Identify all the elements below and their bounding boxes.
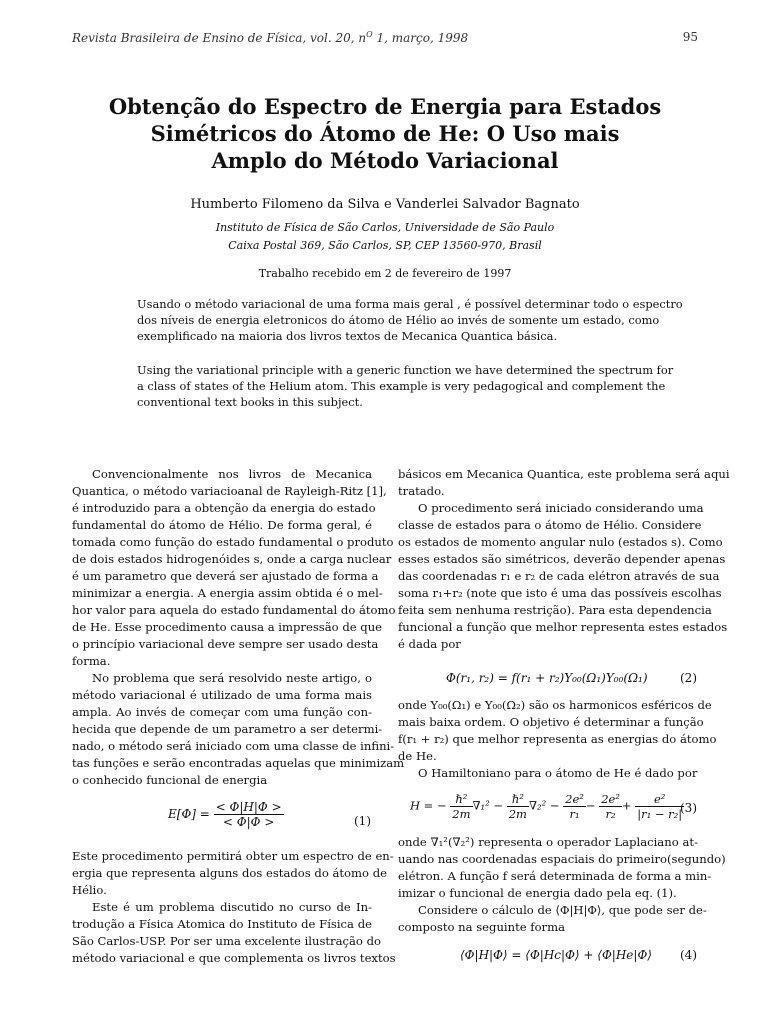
title-line: Simétricos do Átomo de He: O Uso mais bbox=[150, 121, 620, 146]
text-line: onde Y₀₀(Ω₁) e Y₀₀(Ω₂) são os harmonicos esféricos de bbox=[398, 698, 712, 712]
text-line: soma r₁+r₂ (note que isto é uma das possíveis escolhas bbox=[398, 586, 722, 600]
abstract-line: exemplificado na maioria dos livros textos de Mecanica Quantica básica. bbox=[137, 329, 558, 343]
authors: Humberto Filomeno da Silva e Vanderlei Salvador Bagnato bbox=[190, 197, 580, 212]
text-line: forma. bbox=[72, 654, 111, 668]
equation-3: H = − $\frac{\text{ℏ²}}{2m}$ ∇₁² − $\frac{\text{ℏ²}}{2m}$ ∇₂² − $\frac{\text{2e²}}{\text{r₁}}$ − $\frac{\text{2e²}}{\text{r₂}}$ + $\frac{\text{e²}}{\text{|r₁ − r₂|}}$ bbox=[410, 792, 683, 821]
text-line: onde ∇₁²(∇₂²) representa o operador Laplaciano at- bbox=[398, 835, 698, 849]
text-line: elétron. A função f será determinada de forma a min- bbox=[398, 869, 712, 883]
equation-number: (1) bbox=[354, 814, 371, 828]
abstract-line: conventional text books in this subject. bbox=[137, 395, 363, 409]
equation-1: E[Φ] = $\frac{< \Phi|H|\Phi >}{< \Phi|\Phi >}$ bbox=[168, 800, 282, 829]
text-line: método variacional e que complementa os livros textos bbox=[72, 951, 396, 965]
text-line: ergia que representa alguns dos estados do átomo de bbox=[72, 866, 387, 880]
text-line: tas funções e serão encontradas aquelas que minimizam bbox=[72, 756, 405, 770]
page-number: 95 bbox=[682, 30, 698, 44]
equation-number: (3) bbox=[680, 801, 697, 815]
text-line: imizar o funcional de energia dado pela eq. (1). bbox=[398, 886, 677, 900]
right-column bbox=[398, 466, 730, 653]
text-line: básicos em Mecanica Quantica, este problema será aqui bbox=[398, 467, 730, 481]
text-line: das coordenadas r₁ e r₂ de cada elétron através de sua bbox=[398, 569, 720, 583]
text-line: mais baixa ordem. O objetivo é determinar a função bbox=[398, 715, 704, 729]
affiliation-line: Instituto de Física de São Carlos, Universidade de São Paulo bbox=[215, 221, 555, 234]
text-line: de He. Esse procedimento causa a impressão de que bbox=[72, 620, 383, 634]
equation-fraction: $\frac{< \Phi|H|\Phi >}{< \Phi|\Phi >}$ bbox=[215, 800, 282, 829]
left-column-continued bbox=[72, 848, 396, 967]
text-line: Este procedimento permitirá obter um espectro de en- bbox=[72, 849, 394, 863]
equation-number: (2) bbox=[680, 671, 697, 685]
abstract-line: Usando o método variacional de uma forma mais geral , é possível determinar todo o espectro bbox=[137, 297, 683, 311]
text-line: hor valor para aquela do estado fundamental do átomo bbox=[72, 603, 396, 617]
title-line: Obtenção do Espectro de Energia para Estados bbox=[108, 94, 662, 119]
abstract-line: Using the variational principle with a generic function we have determined the spectrum for bbox=[137, 363, 674, 377]
text-line: método variacional é utilizado de uma forma mais bbox=[72, 688, 372, 702]
text-line: funcional a função que melhor representa estes estados bbox=[398, 620, 728, 634]
text-line: O procedimento será iniciado considerando uma bbox=[418, 501, 704, 515]
text-line: esses estados são simétricos, deverão depender apenas bbox=[398, 552, 726, 566]
text-line: tratado. bbox=[398, 484, 445, 498]
equation-number: (4) bbox=[680, 948, 697, 962]
right-column-middle bbox=[398, 697, 717, 782]
text-line: o princípio variacional deve sempre ser usado desta bbox=[72, 637, 379, 651]
abstract-portuguese bbox=[137, 296, 683, 344]
text-line: tomada como função do estado fundamental o produto bbox=[72, 535, 394, 549]
text-line: Considere o cálculo de ⟨Φ|H|Φ⟩, que pode ser de- bbox=[418, 903, 707, 917]
text-line: o conhecido funcional de energia bbox=[72, 773, 268, 787]
text-line: uando nas coordenadas espaciais do primeiro(segundo) bbox=[398, 852, 726, 866]
paper-title bbox=[72, 93, 698, 174]
text-line: é dada por bbox=[398, 637, 461, 651]
text-line: O Hamiltoniano para o átomo de He é dado por bbox=[418, 766, 698, 780]
text-line: composto na seguinte forma bbox=[398, 920, 566, 934]
text-line: Quantica, o método variacioanal de Rayleigh-Ritz [1], bbox=[72, 484, 387, 498]
equation-4: ⟨Φ|H|Φ⟩ = ⟨Φ|Hc|Φ⟩ + ⟨Φ|He|Φ⟩ bbox=[460, 948, 652, 962]
right-column-lower bbox=[398, 834, 726, 936]
received-date: Trabalho recebido em 2 de fevereiro de 1997 bbox=[258, 267, 512, 280]
text-line: é introduzido para a obtenção da energia do estado bbox=[72, 501, 376, 515]
text-line: de dois estados hidrogenóides s, onde a carga nuclear bbox=[72, 552, 392, 566]
text-line: Hélio. bbox=[72, 883, 107, 897]
abstract-line: dos níveis de energia eletronicos do átomo de Hélio ao invés de somente um estado, como bbox=[137, 313, 660, 327]
text-line: Convencionalmente nos livros de Mecanica bbox=[92, 467, 372, 481]
journal-citation: Revista Brasileira de Ensino de Física, vol. 20, $n^O$ 1, março, 1998 bbox=[72, 30, 469, 45]
text-line: minimizar a energia. A energia assim obtida é o mel- bbox=[72, 586, 383, 600]
text-line: é um parametro que deverá ser ajustado de forma a bbox=[72, 569, 379, 583]
title-line: Amplo do Método Variacional bbox=[211, 148, 559, 173]
text-line: ampla. Ao invés de começar com uma função con- bbox=[72, 705, 372, 719]
abstract-line: a class of states of the Helium atom. This example is very pedagogical and complement the bbox=[137, 379, 666, 393]
equation-2: Φ(r₁, r₂) = f(r₁ + r₂)Y₀₀(Ω₁)Y₀₀(Ω₁) bbox=[446, 671, 648, 685]
text-line: trodução a Física Atomica do Instituto de Física de bbox=[72, 917, 372, 931]
abstract-english bbox=[137, 362, 674, 410]
text-line: fundamental do átomo de Hélio. De forma geral, é bbox=[72, 518, 372, 532]
running-header bbox=[72, 30, 698, 45]
text-line: classe de estados para o átomo de Hélio. Considere bbox=[398, 518, 702, 532]
text-line: nado, o método será iniciado com uma classe de infini- bbox=[72, 739, 395, 753]
text-line: Este é um problema discutido no curso de In- bbox=[92, 900, 372, 914]
affiliation-line: Caixa Postal 369, São Carlos, SP, CEP 13560-970, Brasil bbox=[228, 239, 542, 252]
text-line: feita sem nenhuma restrição). Para esta dependencia bbox=[398, 603, 712, 617]
text-line: São Carlos-USP. Por ser uma excelente ilustração do bbox=[72, 934, 381, 948]
text-line: de He. bbox=[398, 749, 437, 763]
text-line: f(r₁ + r₂) que melhor representa as energias do átomo bbox=[398, 732, 717, 746]
text-line: hecida que depende de um parametro a ser determi- bbox=[72, 722, 383, 736]
text-line: os estados de momento angular nulo (estados s). Como bbox=[398, 535, 723, 549]
left-column bbox=[72, 466, 405, 789]
text-line: No problema que será resolvido neste artigo, o bbox=[92, 671, 372, 685]
